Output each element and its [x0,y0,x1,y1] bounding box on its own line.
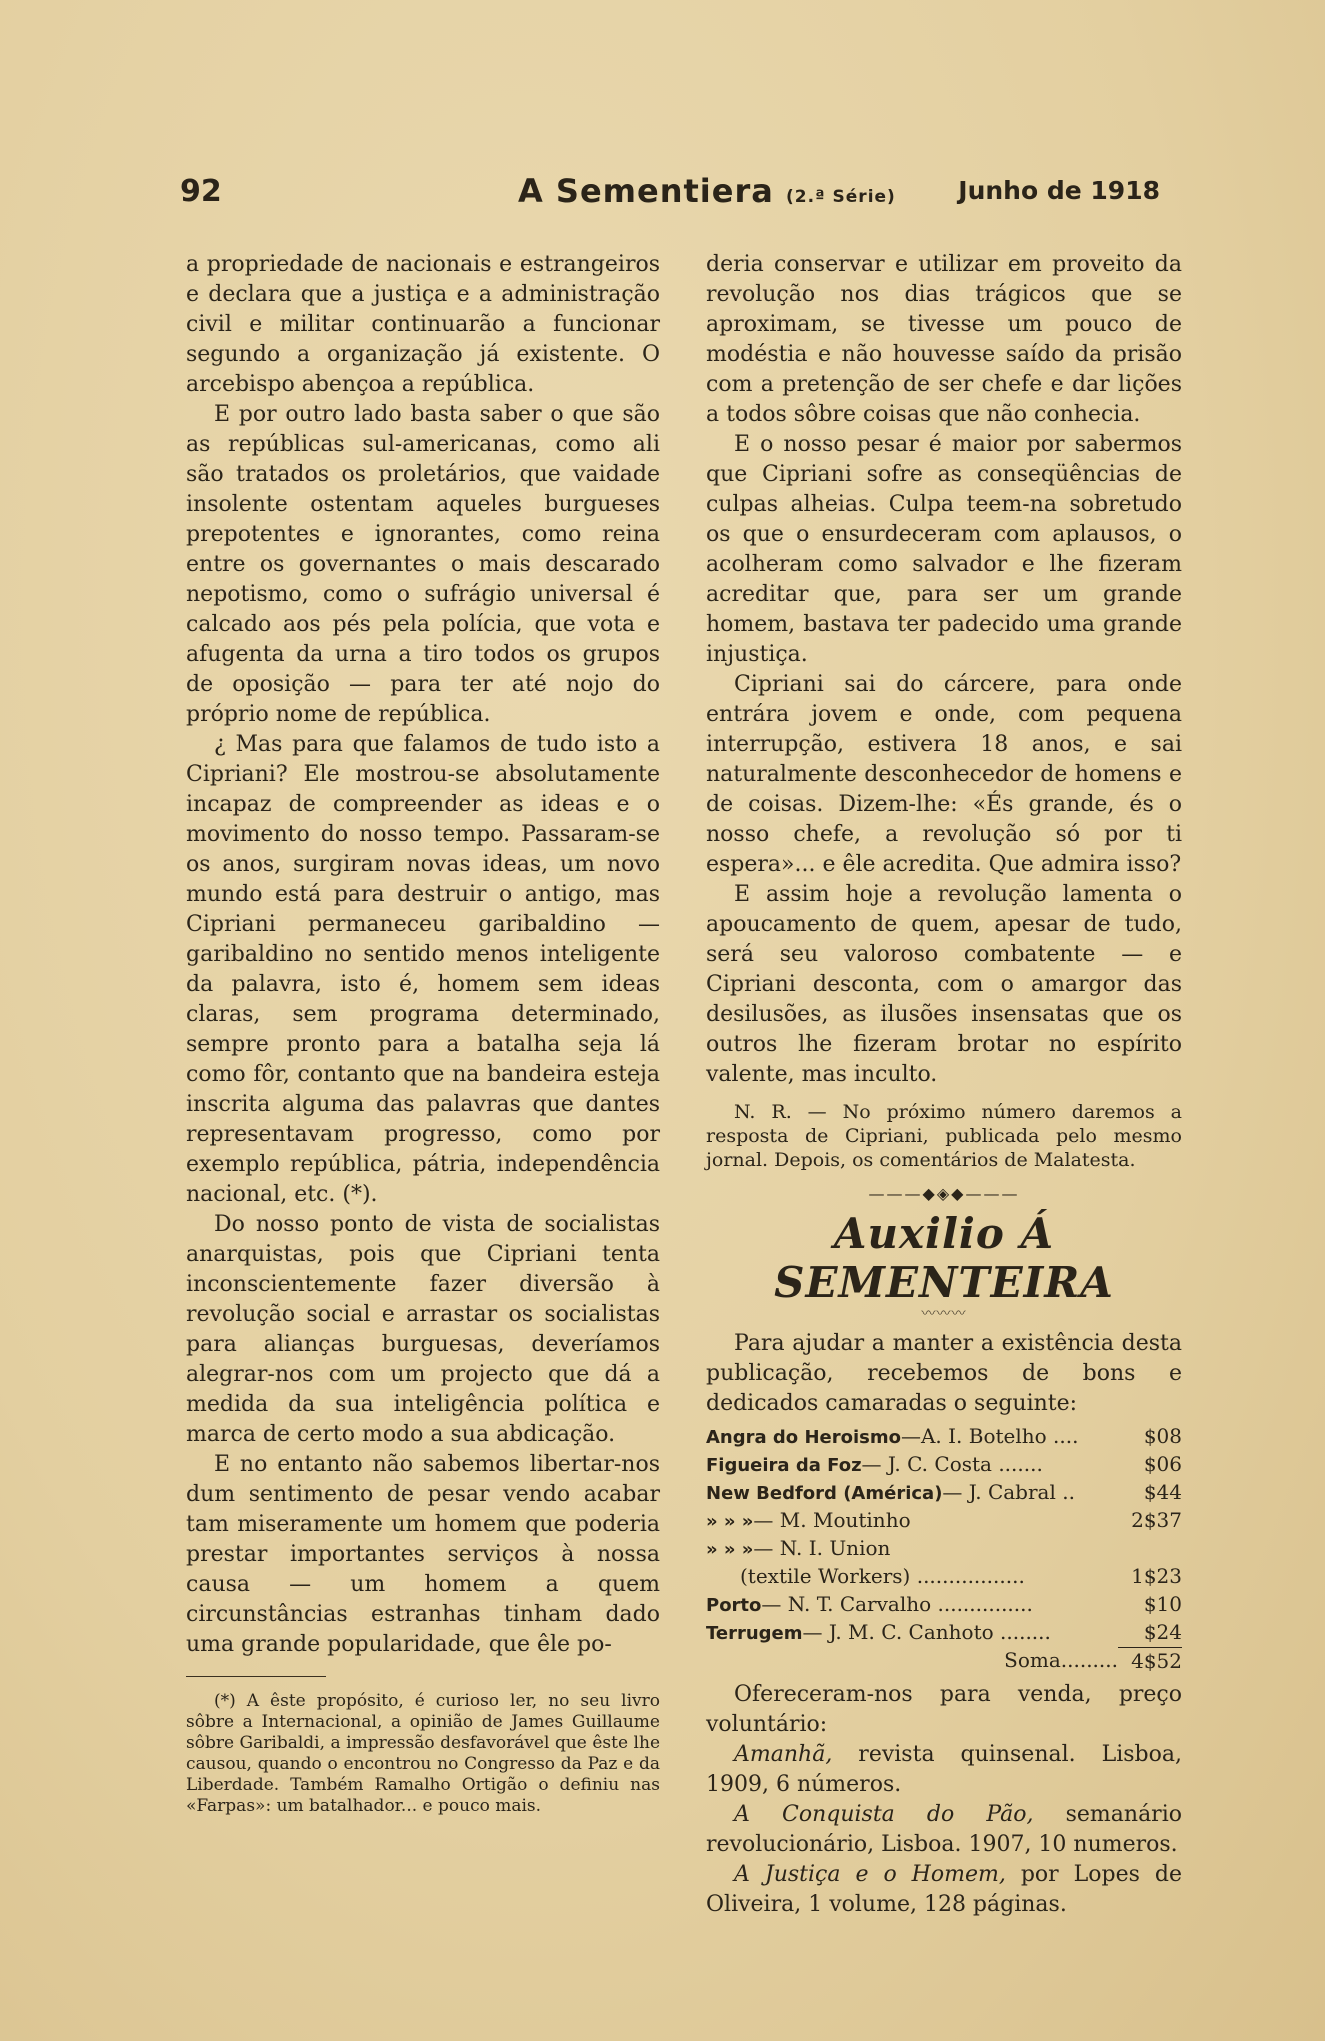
left-column [186,250,660,1817]
donation-entry [706,1563,1118,1591]
issue-date: Junho de 1918 [958,176,1160,205]
donation-amount: $08 [1143,1424,1182,1448]
offer-details: por Lopes de Oliveira, 1 volume, 128 páginas. [706,1861,1182,1917]
donation-place: Terrugem [706,1623,803,1644]
table-row [706,1423,1182,1451]
table-row [706,1479,1182,1507]
donation-amount [1118,1535,1182,1563]
donations-table [706,1423,1182,1674]
offer-title: Amanhã, [734,1741,833,1767]
right-column [706,250,1182,1920]
table-row [706,1451,1182,1479]
total-label: Soma......... [1004,1648,1118,1672]
donation-amount: $24 [1143,1620,1182,1644]
donation-amount: $44 [1143,1480,1182,1504]
donation-amount: 1$23 [1131,1564,1182,1588]
donation-amount: 2$37 [1131,1508,1182,1532]
page-header [180,168,1160,218]
table-row [706,1535,1182,1563]
donation-place: Angra do Heroismo [706,1427,901,1448]
donation-amount: $06 [1143,1452,1182,1476]
table-row [706,1591,1182,1619]
donation-place: Figueira da Foz [706,1455,862,1476]
donation-donor: — J. M. C. Canhoto ........ [802,1620,1051,1644]
donations-intro: Para ajudar a manter a existência desta publicação, recebemos de bons e dedicados camaradas o seguinte: [706,1331,1182,1416]
donation-amount: $10 [1143,1592,1182,1616]
series-label: (2.ª Série) [785,187,896,207]
section-title: Auxilio Á SEMENTEIRA [774,1209,1114,1307]
offer-item [706,1860,1182,1920]
paragraph: E assim hoje a revolução lamenta o apoucamento de quem, apesar de tudo, será seu valoroso combatente — e Cipriani desconta, com o amargor das desilusões, as ilusões insensatas que os outros lhe fizeram brotar no espírito valente, mas inculto. [706,882,1182,1087]
donation-entry [706,1619,1118,1647]
donation-entry [706,1535,1118,1563]
footnote: (*) A êste propósito, é curioso ler, no seu livro sôbre a Internacional, a opinião de James Guillaume sôbre Garibaldi, a impressão desfavorável que êste lhe causou, quando o encontrou no Congresso da Paz e da Liberdade. Também Ramalho Ortigão o definiu nas «Farpas»: um batalhador... e pouco mais. [186,1691,660,1816]
donation-place: Porto [706,1595,762,1616]
donation-place: » » » [706,1539,754,1560]
publication-title [518,172,896,210]
offer-details: revista quinsenal. Lisboa, 1909, 6 números. [706,1741,1182,1797]
title-text: A Sementiera [518,172,774,210]
paragraph: E no entanto não sabemos libertar-nos dum sentimento de pesar vendo acabar tam miseramente um homem que poderia prestar importantes serviços à nossa causa — um homem a quem circunstâncias estranhas tinham dado uma grande popularidade, que êle po- [186,1452,660,1657]
wavy-divider: 〰〰〰 [921,1306,967,1322]
offer-title: A Conquista do Pão, [734,1801,1034,1827]
donation-donor: — N. T. Carvalho ............... [761,1592,1033,1616]
paragraph: Do nosso ponto de vista de socialistas anarquistas, pois que Cipriani tenta inconscientemente fazer diversão à revolução social e arrastar os socialistas para alianças burguesas, deveríamos alegrar-nos com um projecto que dá a medida da sua inteligência política e marca de certo modo a sua abdicação. [186,1212,660,1447]
offer-item [706,1800,1182,1860]
paragraph: E o nosso pesar é maior por sabermos que Cipriani sofre as conseqüências de culpas alheias. Culpa teem-na sobretudo os que o ensurdeceram com aplausos, o acolheram como salvador e lhe fizeram acreditar que, para ser um grande homem, bastava ter padecido uma grande injustiça. [706,432,1182,667]
paragraph: E por outro lado basta saber o que são as repúblicas sul-americanas, como ali são tratados os proletários, que vaidade insolente ostentam aqueles burgueses prepotentes e ignorantes, como reina entre os governantes o mais descarado nepotismo, como o sufrágio universal é calcado aos pés pela polícia, que vota e afugenta da urna a tiro todos os grupos de oposição — para ter até nojo do próprio nome de república. [186,402,660,727]
total-amount: 4$52 [1118,1647,1182,1674]
donation-donor: —A. I. Botelho .... [900,1424,1079,1448]
donation-donor: — J. C. Costa ....... [861,1452,1043,1476]
paragraph: ¿ Mas para que falamos de tudo isto a Cipriani? Ele mostrou-se absolutamente incapaz de compreender as ideas e o movimento do nosso tempo. Passaram-se os anos, surgiram novas ideas, um novo mundo está para destruir o antigo, mas Cipriani permaneceu garibaldino — garibaldino no sentido menos inteligente da palavra, isto é, homem sem ideas claras, sem programa determinado, sempre pronto para a batalha seja lá como fôr, contanto que na bandeira esteja inscrita alguma das palavras que dantes representavam progresso, como por exemplo república, pátria, independência nacional, etc. (*). [186,732,660,1207]
donation-entry [706,1479,1118,1507]
donation-donor: (textile Workers) ................. [740,1564,1025,1588]
donation-donor: — N. I. Union [753,1536,891,1560]
paragraph: Cipriani sai do cárcere, para onde entrára jovem e onde, com pequena interrupção, estivera 18 anos, e sai naturalmente desconhecedor de homens e de coisas. Dizem-lhe: «És grande, és o nosso chefe, a revolução só por ti espera»... e êle acredita. Que admira isso? [706,672,1182,877]
donation-entry [706,1591,1118,1619]
editor-note: N. R. — No próximo número daremos a resposta de Cipriani, publicada pelo mesmo jornal. Depois, os comentários de Malatesta. [706,1101,1182,1171]
table-row [706,1563,1182,1591]
offer-title: A Justiça e o Homem, [734,1861,1006,1887]
donation-entry [706,1507,1118,1535]
ornament-divider: ———◆◈◆——— [868,1184,1020,1203]
donation-donor: — M. Moutinho [753,1508,911,1532]
donation-place: » » » [706,1511,754,1532]
donation-entry [706,1451,1118,1479]
donation-donor: — J. Cabral .. [942,1480,1075,1504]
donation-entry [706,1423,1118,1451]
total-row [706,1647,1182,1674]
offer-item [706,1740,1182,1800]
footnote-divider [186,1676,326,1677]
table-row [706,1619,1182,1647]
donation-place: New Bedford (América) [706,1483,943,1504]
paragraph: a propriedade de nacionais e estrangeiros e declara que a justiça e a administração civil e militar continuarão a funcionar segundo a organização já existente. O arcebispo abençoa a república. [186,252,660,397]
paragraph: deria conservar e utilizar em proveito da revolução nos dias trágicos que se aproximam, se tivesse um pouco de modéstia e não houvesse saído da prisão com a pretenção de ser chefe e dar lições a todos sôbre coisas que não conhecia. [706,252,1182,427]
offers-intro: Ofereceram-nos para venda, preço voluntário: [706,1681,1182,1737]
page-number: 92 [180,174,222,209]
offer-details: semanário revolucionário, Lisboa. 1907, 10 numeros. [706,1801,1182,1857]
table-row [706,1507,1182,1535]
